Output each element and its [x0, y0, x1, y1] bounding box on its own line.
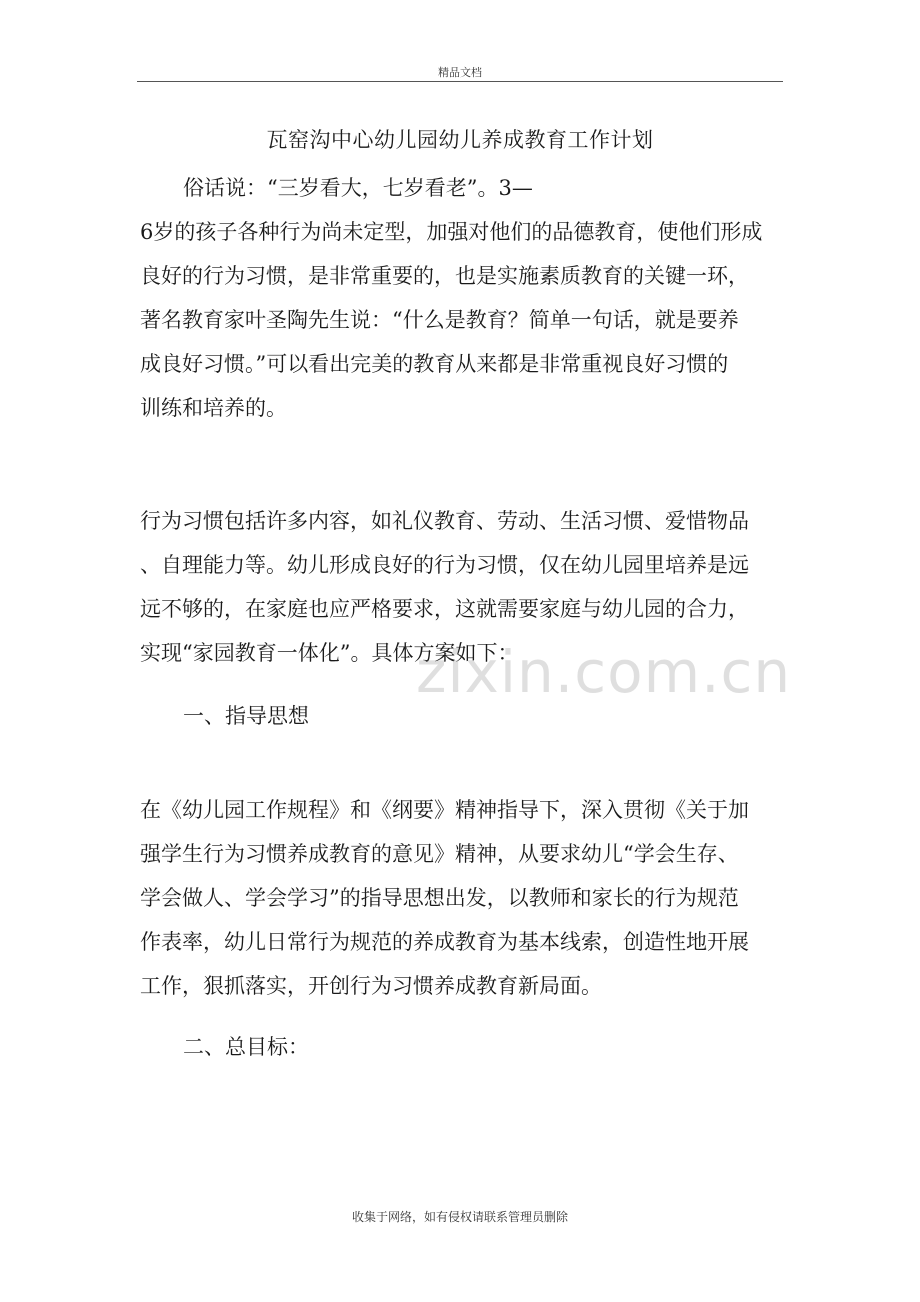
paragraph-line: 远不够的，在家庭也应严格要求，这就需要家庭与幼儿园的合力，: [140, 597, 749, 621]
page-header: 精品文档: [438, 66, 482, 79]
document-title: 瓦窑沟中心幼儿园幼儿养成教育工作计划: [266, 128, 654, 152]
paragraph-line: 、自理能力等。幼儿形成良好的行为习惯，仅在幼儿园里培养是远: [140, 553, 749, 577]
guiding-paragraph: [140, 788, 780, 1008]
paragraph-line: 工作，狠抓落实，开创行为习惯养成教育新局面。: [140, 974, 602, 998]
header-divider: [137, 81, 783, 82]
intro-paragraph: [140, 166, 780, 430]
paragraph-line: 强学生行为习惯养成教育的意见》精神，从要求幼儿“学会生存、: [140, 842, 739, 866]
section-heading: 二、总目标：: [183, 1035, 309, 1059]
paragraph-line: 训练和培养的。: [140, 396, 287, 420]
paragraph-line: 6岁的孩子各种行为尚未定型，加强对他们的品德教育，使他们形成: [140, 220, 763, 244]
paragraph-line: 作表率，幼儿日常行为规范的养成教育为基本线索，创造性地开展: [140, 930, 749, 954]
habits-paragraph: [140, 499, 780, 675]
paragraph-line: 著名教育家叶圣陶先生说：“什么是教育？简单一句话，就是要养: [140, 308, 739, 332]
paragraph-line: 实现“家园教育一体化”。具体方案如下：: [140, 641, 519, 665]
paragraph-line: 学会做人、学会学习”的指导思想出发，以教师和家长的行为规范: [140, 886, 739, 910]
paragraph-line: 良好的行为习惯，是非常重要的，也是实施素质教育的关键一环，: [140, 264, 749, 288]
section-heading: 一、指导思想: [183, 704, 309, 728]
paragraph-line: 成良好习惯。”可以看出完美的教育从来都是非常重视良好习惯的: [140, 352, 729, 376]
paragraph-line: 行为习惯包括许多内容，如礼仪教育、劳动、生活习惯、爱惜物品: [140, 509, 749, 533]
page-footer: 收集于网络，如有侵权请联系管理员删除: [351, 1210, 568, 1224]
watermark: zixin.com.cn: [416, 638, 792, 706]
paragraph-line: 俗话说：“三岁看大，七岁看老”。3—: [183, 176, 533, 200]
paragraph-line: 在《幼儿园工作规程》和《纲要》精神指导下，深入贯彻《关于加: [140, 798, 749, 822]
section-heading-guiding: [140, 694, 780, 738]
section-heading-goals: [140, 1025, 780, 1069]
